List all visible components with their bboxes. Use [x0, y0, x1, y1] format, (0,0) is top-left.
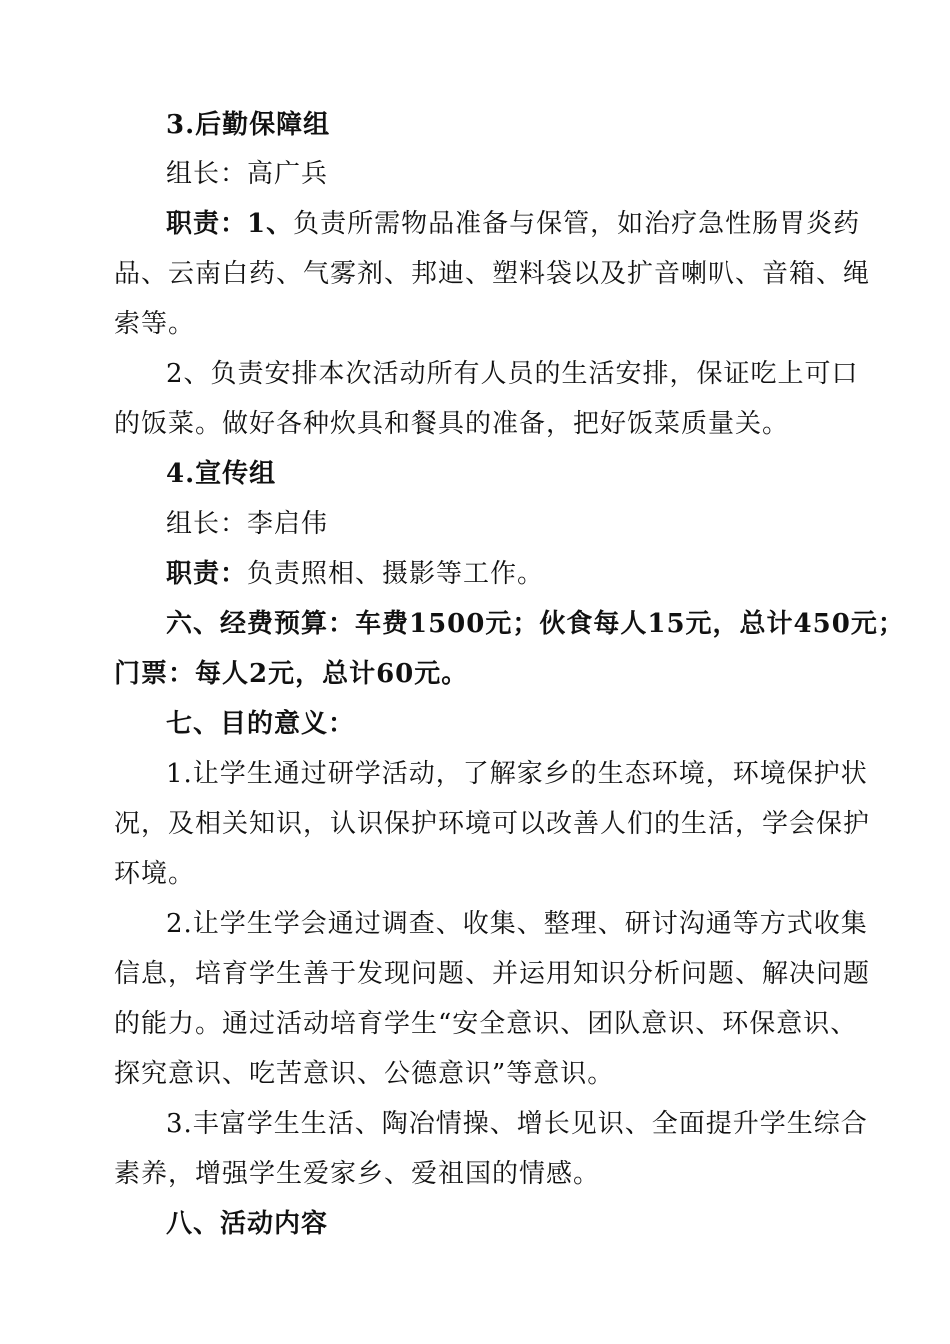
- section-heading-activities: 八、活动内容: [166, 1209, 329, 1239]
- purpose-item-3-line-2: 素养，增强学生爱家乡、爱祖国的情感。: [114, 1159, 601, 1189]
- logistics-duty-1-line-2: 品、云南白药、气雾剂、邦迪、塑料袋以及扩音喇叭、音箱、绳: [114, 259, 871, 289]
- purpose-item-3-line-1: 3.丰富学生生活、陶冶情操、增长见识、全面提升学生综合: [166, 1109, 868, 1139]
- section-heading-publicity: 4.宣传组: [166, 459, 277, 489]
- purpose-item-2-line-3: 的能力。通过活动培育学生“安全意识、团队意识、环保意识、: [114, 1009, 858, 1039]
- purpose-item-2-line-1: 2.让学生学会通过调查、收集、整理、研讨沟通等方式收集: [166, 909, 868, 939]
- duty-number: 1、: [247, 209, 294, 239]
- publicity-leader: 组长：李启伟: [166, 509, 329, 539]
- duty-label: 职责：: [166, 559, 248, 589]
- duty-text: 负责所需物品准备与保管，如治疗急性肠胃炎药: [293, 209, 861, 239]
- logistics-leader: 组长：高广兵: [166, 159, 329, 189]
- budget-line-2: 门票：每人2元，总计60元。: [114, 659, 469, 689]
- logistics-duty-1-line-1: [166, 207, 860, 241]
- purpose-item-1-line-1: 1.让学生通过研学活动，了解家乡的生态环境，环境保护状: [166, 759, 868, 789]
- budget-line-1: 六、经费预算：车费1500元；伙食每人15元，总计450元；: [166, 609, 905, 639]
- section-heading-logistics: 3.后勤保障组: [166, 110, 331, 140]
- publicity-duty: [166, 557, 544, 591]
- logistics-duty-2-line-1: 2、负责安排本次活动所有人员的生活安排，保证吃上可口: [166, 359, 859, 389]
- duty-label: 职责：: [166, 209, 248, 239]
- duty-text: 负责照相、摄影等工作。: [247, 559, 545, 589]
- purpose-item-2-line-4: 探究意识、吃苦意识、公德意识”等意识。: [114, 1059, 615, 1089]
- logistics-duty-2-line-2: 的饭菜。做好各种炊具和餐具的准备，把好饭菜质量关。: [114, 409, 790, 439]
- purpose-item-1-line-2: 况，及相关知识，认识保护环境可以改善人们的生活，学会保护: [114, 809, 871, 839]
- purpose-item-2-line-2: 信息，培育学生善于发现问题、并运用知识分析问题、解决问题: [114, 959, 871, 989]
- section-heading-purpose: 七、目的意义：: [166, 709, 356, 739]
- logistics-duty-1-line-3: 索等。: [114, 309, 196, 339]
- purpose-item-1-line-3: 环境。: [114, 859, 196, 889]
